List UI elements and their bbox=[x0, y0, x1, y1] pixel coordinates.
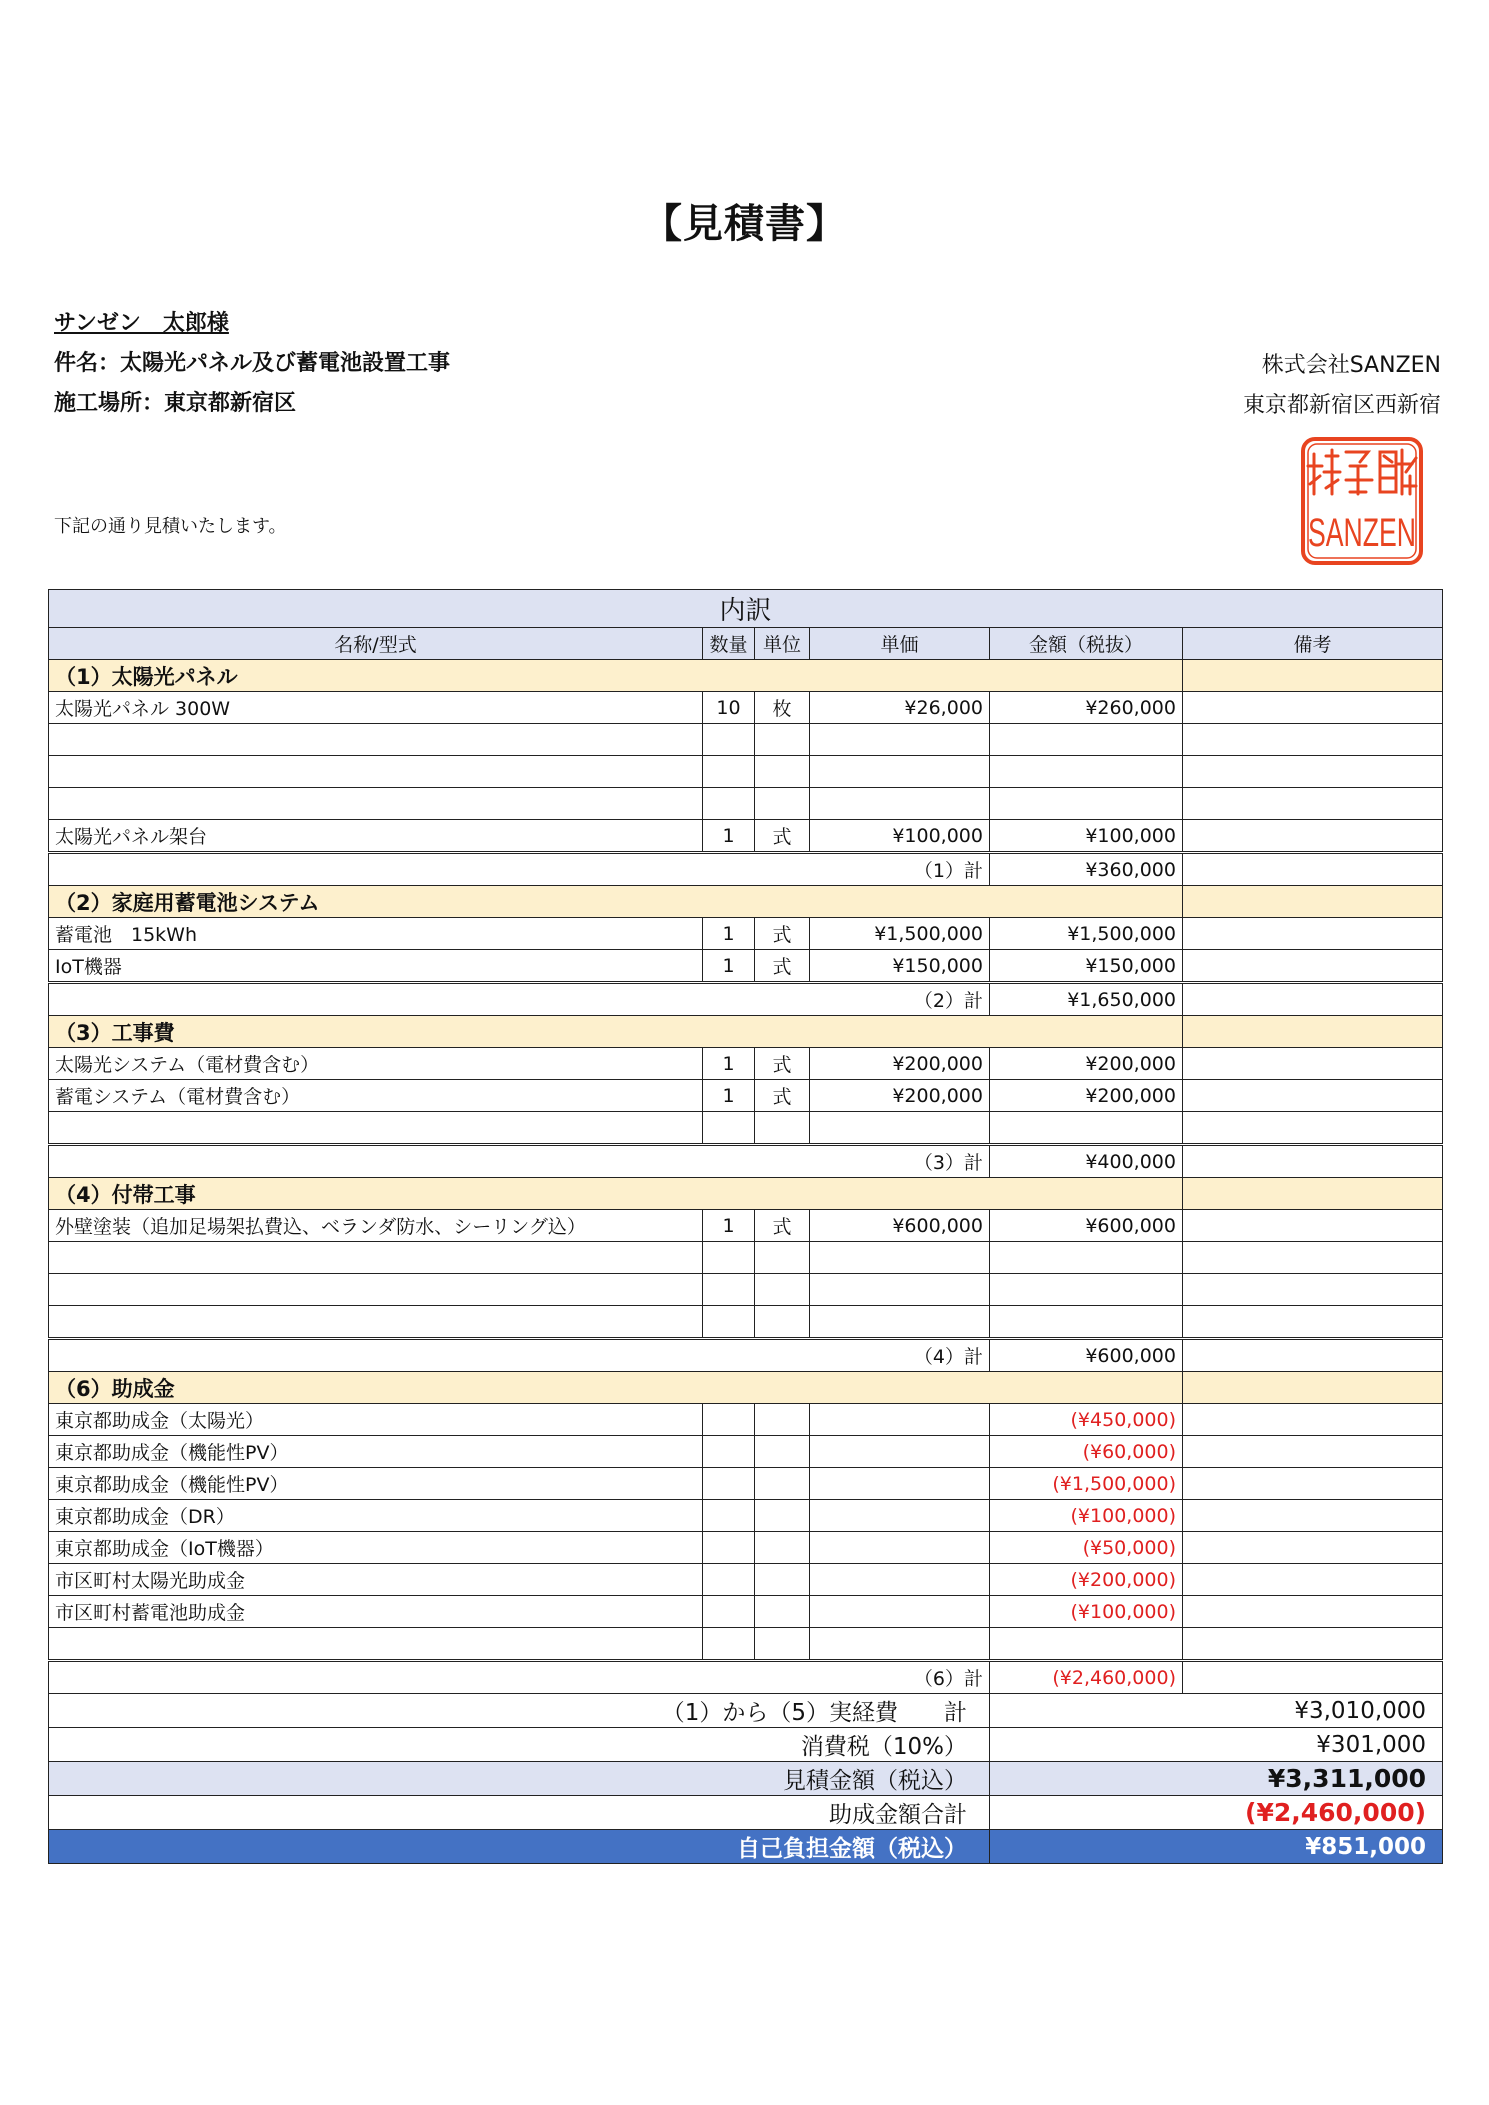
item-unit bbox=[755, 1596, 810, 1628]
item-unit bbox=[755, 1306, 810, 1339]
item-quantity bbox=[703, 788, 755, 820]
subtotal-label: （1）計 bbox=[49, 853, 990, 886]
item-name bbox=[49, 1306, 703, 1339]
item-unit-price bbox=[810, 1628, 990, 1661]
item-name: IoT機器 bbox=[49, 950, 703, 983]
item-quantity bbox=[703, 724, 755, 756]
section-header-row bbox=[49, 660, 1443, 692]
item-name: 蓄電池 15kWh bbox=[49, 918, 703, 950]
section-note-cell bbox=[1183, 1178, 1443, 1210]
item-note bbox=[1183, 788, 1443, 820]
item-unit-price: ¥200,000 bbox=[810, 1080, 990, 1112]
item-name: 東京都助成金（IoT機器） bbox=[49, 1532, 703, 1564]
item-quantity: 1 bbox=[703, 820, 755, 853]
summary-row bbox=[49, 1694, 1443, 1728]
item-quantity bbox=[703, 1532, 755, 1564]
item-unit-price bbox=[810, 724, 990, 756]
item-amount bbox=[990, 724, 1183, 756]
subtotal-note bbox=[1183, 1661, 1443, 1694]
item-unit-price bbox=[810, 1436, 990, 1468]
item-name bbox=[49, 788, 703, 820]
item-quantity bbox=[703, 1306, 755, 1339]
item-unit-price bbox=[810, 1500, 990, 1532]
item-quantity: 1 bbox=[703, 1048, 755, 1080]
summary-label: 消費税（10%） bbox=[49, 1728, 990, 1762]
table-row bbox=[49, 724, 1443, 756]
summary-row bbox=[49, 1762, 1443, 1796]
item-name bbox=[49, 1274, 703, 1306]
intro-text: 下記の通り見積いたします。 bbox=[54, 516, 287, 537]
item-unit-price bbox=[810, 1112, 990, 1145]
estimate-table-body bbox=[49, 590, 1443, 1864]
item-unit bbox=[755, 1436, 810, 1468]
item-amount: (¥100,000) bbox=[990, 1596, 1183, 1628]
summary-row bbox=[49, 1830, 1443, 1864]
subtotal-amount: ¥400,000 bbox=[990, 1145, 1183, 1178]
subtotal-row bbox=[49, 1339, 1443, 1372]
item-unit-price bbox=[810, 756, 990, 788]
item-unit bbox=[755, 1628, 810, 1661]
item-amount: ¥200,000 bbox=[990, 1080, 1183, 1112]
item-name: 太陽光パネル架台 bbox=[49, 820, 703, 853]
item-amount: (¥60,000) bbox=[990, 1436, 1183, 1468]
item-name bbox=[49, 1112, 703, 1145]
subtotal-label: （4）計 bbox=[49, 1339, 990, 1372]
item-amount: (¥100,000) bbox=[990, 1500, 1183, 1532]
table-row bbox=[49, 1468, 1443, 1500]
summary-row bbox=[49, 1796, 1443, 1830]
section-title: （4）付帯工事 bbox=[49, 1178, 1183, 1210]
item-amount: (¥200,000) bbox=[990, 1564, 1183, 1596]
construction-site: 施工場所：東京都新宿区 bbox=[54, 391, 297, 416]
item-amount bbox=[990, 1306, 1183, 1339]
item-note bbox=[1183, 1500, 1443, 1532]
item-unit bbox=[755, 1112, 810, 1145]
company-name: 株式会社SANZEN bbox=[1261, 353, 1441, 378]
item-quantity bbox=[703, 1274, 755, 1306]
item-name bbox=[49, 756, 703, 788]
client-name: サンゼン 太郎様 bbox=[54, 311, 229, 336]
section-note-cell bbox=[1183, 1372, 1443, 1404]
item-unit: 式 bbox=[755, 1210, 810, 1242]
item-note bbox=[1183, 1080, 1443, 1112]
item-amount: (¥1,500,000) bbox=[990, 1468, 1183, 1500]
section-header-row bbox=[49, 1016, 1443, 1048]
item-quantity bbox=[703, 1436, 755, 1468]
item-unit-price: ¥26,000 bbox=[810, 692, 990, 724]
table-row bbox=[49, 1306, 1443, 1339]
item-unit-price bbox=[810, 788, 990, 820]
item-unit: 式 bbox=[755, 1048, 810, 1080]
item-unit bbox=[755, 1532, 810, 1564]
item-amount: (¥50,000) bbox=[990, 1532, 1183, 1564]
item-name: 東京都助成金（太陽光） bbox=[49, 1404, 703, 1436]
item-quantity bbox=[703, 1112, 755, 1145]
item-unit-price bbox=[810, 1306, 990, 1339]
item-name: 市区町村太陽光助成金 bbox=[49, 1564, 703, 1596]
table-row bbox=[49, 820, 1443, 853]
section-note-cell bbox=[1183, 660, 1443, 692]
item-amount bbox=[990, 1274, 1183, 1306]
summary-row bbox=[49, 1728, 1443, 1762]
summary-label: （1）から（5）実経費 計 bbox=[49, 1694, 990, 1728]
item-note bbox=[1183, 1564, 1443, 1596]
item-note bbox=[1183, 1048, 1443, 1080]
item-note bbox=[1183, 692, 1443, 724]
item-quantity: 1 bbox=[703, 1080, 755, 1112]
item-unit-price bbox=[810, 1274, 990, 1306]
item-note bbox=[1183, 1112, 1443, 1145]
item-quantity bbox=[703, 1468, 755, 1500]
item-name: 東京都助成金（機能性PV） bbox=[49, 1468, 703, 1500]
summary-amount: ¥851,000 bbox=[990, 1830, 1443, 1864]
item-unit bbox=[755, 1274, 810, 1306]
item-quantity: 10 bbox=[703, 692, 755, 724]
item-quantity: 1 bbox=[703, 950, 755, 983]
table-row bbox=[49, 1596, 1443, 1628]
item-name: 太陽光システム（電材費含む） bbox=[49, 1048, 703, 1080]
item-note bbox=[1183, 1596, 1443, 1628]
header-name: 名称/型式 bbox=[49, 628, 703, 660]
item-unit-price: ¥200,000 bbox=[810, 1048, 990, 1080]
item-unit-price: ¥100,000 bbox=[810, 820, 990, 853]
company-seal-stamp bbox=[1300, 436, 1424, 566]
item-note bbox=[1183, 1532, 1443, 1564]
table-row bbox=[49, 692, 1443, 724]
item-note bbox=[1183, 820, 1443, 853]
item-note bbox=[1183, 950, 1443, 983]
table-row bbox=[49, 1048, 1443, 1080]
table-row bbox=[49, 756, 1443, 788]
item-quantity bbox=[703, 756, 755, 788]
section-note-cell bbox=[1183, 886, 1443, 918]
company-address: 東京都新宿区西新宿 bbox=[1242, 393, 1441, 418]
subtotal-note bbox=[1183, 853, 1443, 886]
item-note bbox=[1183, 1628, 1443, 1661]
item-note bbox=[1183, 756, 1443, 788]
header-amount: 金額（税抜） bbox=[990, 628, 1183, 660]
summary-label: 見積金額（税込） bbox=[49, 1762, 990, 1796]
item-quantity: 1 bbox=[703, 1210, 755, 1242]
subtotal-amount: ¥600,000 bbox=[990, 1339, 1183, 1372]
item-name bbox=[49, 1628, 703, 1661]
item-amount: ¥100,000 bbox=[990, 820, 1183, 853]
subject-line: 件名：太陽光パネル及び蓄電池設置工事 bbox=[54, 351, 451, 376]
header-unit: 単位 bbox=[755, 628, 810, 660]
item-amount: ¥150,000 bbox=[990, 950, 1183, 983]
subtotal-row bbox=[49, 1145, 1443, 1178]
section-title: （2）家庭用蓄電池システム bbox=[49, 886, 1183, 918]
item-name bbox=[49, 724, 703, 756]
item-note bbox=[1183, 1242, 1443, 1274]
table-header-row bbox=[49, 628, 1443, 660]
item-unit: 枚 bbox=[755, 692, 810, 724]
item-amount: ¥260,000 bbox=[990, 692, 1183, 724]
subtotal-row bbox=[49, 853, 1443, 886]
summary-amount: ¥301,000 bbox=[990, 1728, 1443, 1762]
table-row bbox=[49, 1242, 1443, 1274]
item-name: 外壁塗装（追加足場架払費込、ベランダ防水、シーリング込） bbox=[49, 1210, 703, 1242]
item-amount: ¥600,000 bbox=[990, 1210, 1183, 1242]
item-amount bbox=[990, 756, 1183, 788]
table-row bbox=[49, 1628, 1443, 1661]
table-row bbox=[49, 1274, 1443, 1306]
table-row bbox=[49, 1210, 1443, 1242]
section-header-row bbox=[49, 1372, 1443, 1404]
table-row bbox=[49, 1564, 1443, 1596]
item-unit: 式 bbox=[755, 1080, 810, 1112]
item-unit: 式 bbox=[755, 918, 810, 950]
subtotal-label: （6）計 bbox=[49, 1661, 990, 1694]
item-unit bbox=[755, 756, 810, 788]
item-amount: ¥1,500,000 bbox=[990, 918, 1183, 950]
item-note bbox=[1183, 1210, 1443, 1242]
item-unit bbox=[755, 788, 810, 820]
subtotal-row bbox=[49, 1661, 1443, 1694]
item-unit-price bbox=[810, 1596, 990, 1628]
item-unit: 式 bbox=[755, 950, 810, 983]
table-row bbox=[49, 1112, 1443, 1145]
item-amount bbox=[990, 788, 1183, 820]
svg-text:SANZEN: SANZEN bbox=[1308, 511, 1416, 555]
item-unit-price bbox=[810, 1404, 990, 1436]
item-unit-price: ¥600,000 bbox=[810, 1210, 990, 1242]
table-row bbox=[49, 1436, 1443, 1468]
item-note bbox=[1183, 1306, 1443, 1339]
summary-amount: ¥3,010,000 bbox=[990, 1694, 1443, 1728]
item-quantity bbox=[703, 1404, 755, 1436]
item-name: 東京都助成金（DR） bbox=[49, 1500, 703, 1532]
item-note bbox=[1183, 724, 1443, 756]
item-amount: ¥200,000 bbox=[990, 1048, 1183, 1080]
table-row bbox=[49, 1080, 1443, 1112]
item-amount bbox=[990, 1112, 1183, 1145]
header-note: 備考 bbox=[1183, 628, 1443, 660]
item-unit-price bbox=[810, 1242, 990, 1274]
item-note bbox=[1183, 1404, 1443, 1436]
subtotal-note bbox=[1183, 983, 1443, 1016]
item-amount: (¥450,000) bbox=[990, 1404, 1183, 1436]
estimate-breakdown-table bbox=[48, 589, 1443, 1864]
item-unit-price bbox=[810, 1532, 990, 1564]
subtotal-amount: ¥360,000 bbox=[990, 853, 1183, 886]
item-note bbox=[1183, 1274, 1443, 1306]
item-amount bbox=[990, 1242, 1183, 1274]
item-unit-price: ¥150,000 bbox=[810, 950, 990, 983]
item-quantity: 1 bbox=[703, 918, 755, 950]
item-name: 蓄電システム（電材費含む） bbox=[49, 1080, 703, 1112]
summary-label: 助成金額合計 bbox=[49, 1796, 990, 1830]
table-row bbox=[49, 788, 1443, 820]
item-quantity bbox=[703, 1628, 755, 1661]
item-unit bbox=[755, 1242, 810, 1274]
table-row bbox=[49, 1404, 1443, 1436]
subtotal-row bbox=[49, 983, 1443, 1016]
item-unit-price: ¥1,500,000 bbox=[810, 918, 990, 950]
item-amount bbox=[990, 1628, 1183, 1661]
summary-amount: (¥2,460,000) bbox=[990, 1796, 1443, 1830]
item-unit bbox=[755, 1404, 810, 1436]
item-name bbox=[49, 1242, 703, 1274]
table-row bbox=[49, 1532, 1443, 1564]
table-row bbox=[49, 1500, 1443, 1532]
subtotal-amount: ¥1,650,000 bbox=[990, 983, 1183, 1016]
item-note bbox=[1183, 1436, 1443, 1468]
item-unit: 式 bbox=[755, 820, 810, 853]
table-caption: 内訳 bbox=[49, 590, 1443, 628]
item-unit bbox=[755, 1564, 810, 1596]
section-header-row bbox=[49, 886, 1443, 918]
item-note bbox=[1183, 918, 1443, 950]
table-row bbox=[49, 918, 1443, 950]
section-title: （3）工事費 bbox=[49, 1016, 1183, 1048]
table-row bbox=[49, 950, 1443, 983]
item-note bbox=[1183, 1468, 1443, 1500]
item-unit-price bbox=[810, 1564, 990, 1596]
item-unit bbox=[755, 1500, 810, 1532]
section-title: （6）助成金 bbox=[49, 1372, 1183, 1404]
summary-label: 自己負担金額（税込） bbox=[49, 1830, 990, 1864]
item-quantity bbox=[703, 1500, 755, 1532]
section-title: （1）太陽光パネル bbox=[49, 660, 1183, 692]
subtotal-label: （3）計 bbox=[49, 1145, 990, 1178]
item-unit bbox=[755, 1468, 810, 1500]
item-quantity bbox=[703, 1564, 755, 1596]
item-name: 太陽光パネル 300W bbox=[49, 692, 703, 724]
subtotal-note bbox=[1183, 1145, 1443, 1178]
document-title: 【見積書】 bbox=[642, 201, 847, 247]
item-quantity bbox=[703, 1242, 755, 1274]
item-unit bbox=[755, 724, 810, 756]
header-price: 単価 bbox=[810, 628, 990, 660]
section-note-cell bbox=[1183, 1016, 1443, 1048]
subtotal-amount: (¥2,460,000) bbox=[990, 1661, 1183, 1694]
item-quantity bbox=[703, 1596, 755, 1628]
subtotal-note bbox=[1183, 1339, 1443, 1372]
item-name: 市区町村蓄電池助成金 bbox=[49, 1596, 703, 1628]
header-qty: 数量 bbox=[703, 628, 755, 660]
item-unit-price bbox=[810, 1468, 990, 1500]
subtotal-label: （2）計 bbox=[49, 983, 990, 1016]
table-caption-row bbox=[49, 590, 1443, 628]
section-header-row bbox=[49, 1178, 1443, 1210]
summary-amount: ¥3,311,000 bbox=[990, 1762, 1443, 1796]
item-name: 東京都助成金（機能性PV） bbox=[49, 1436, 703, 1468]
